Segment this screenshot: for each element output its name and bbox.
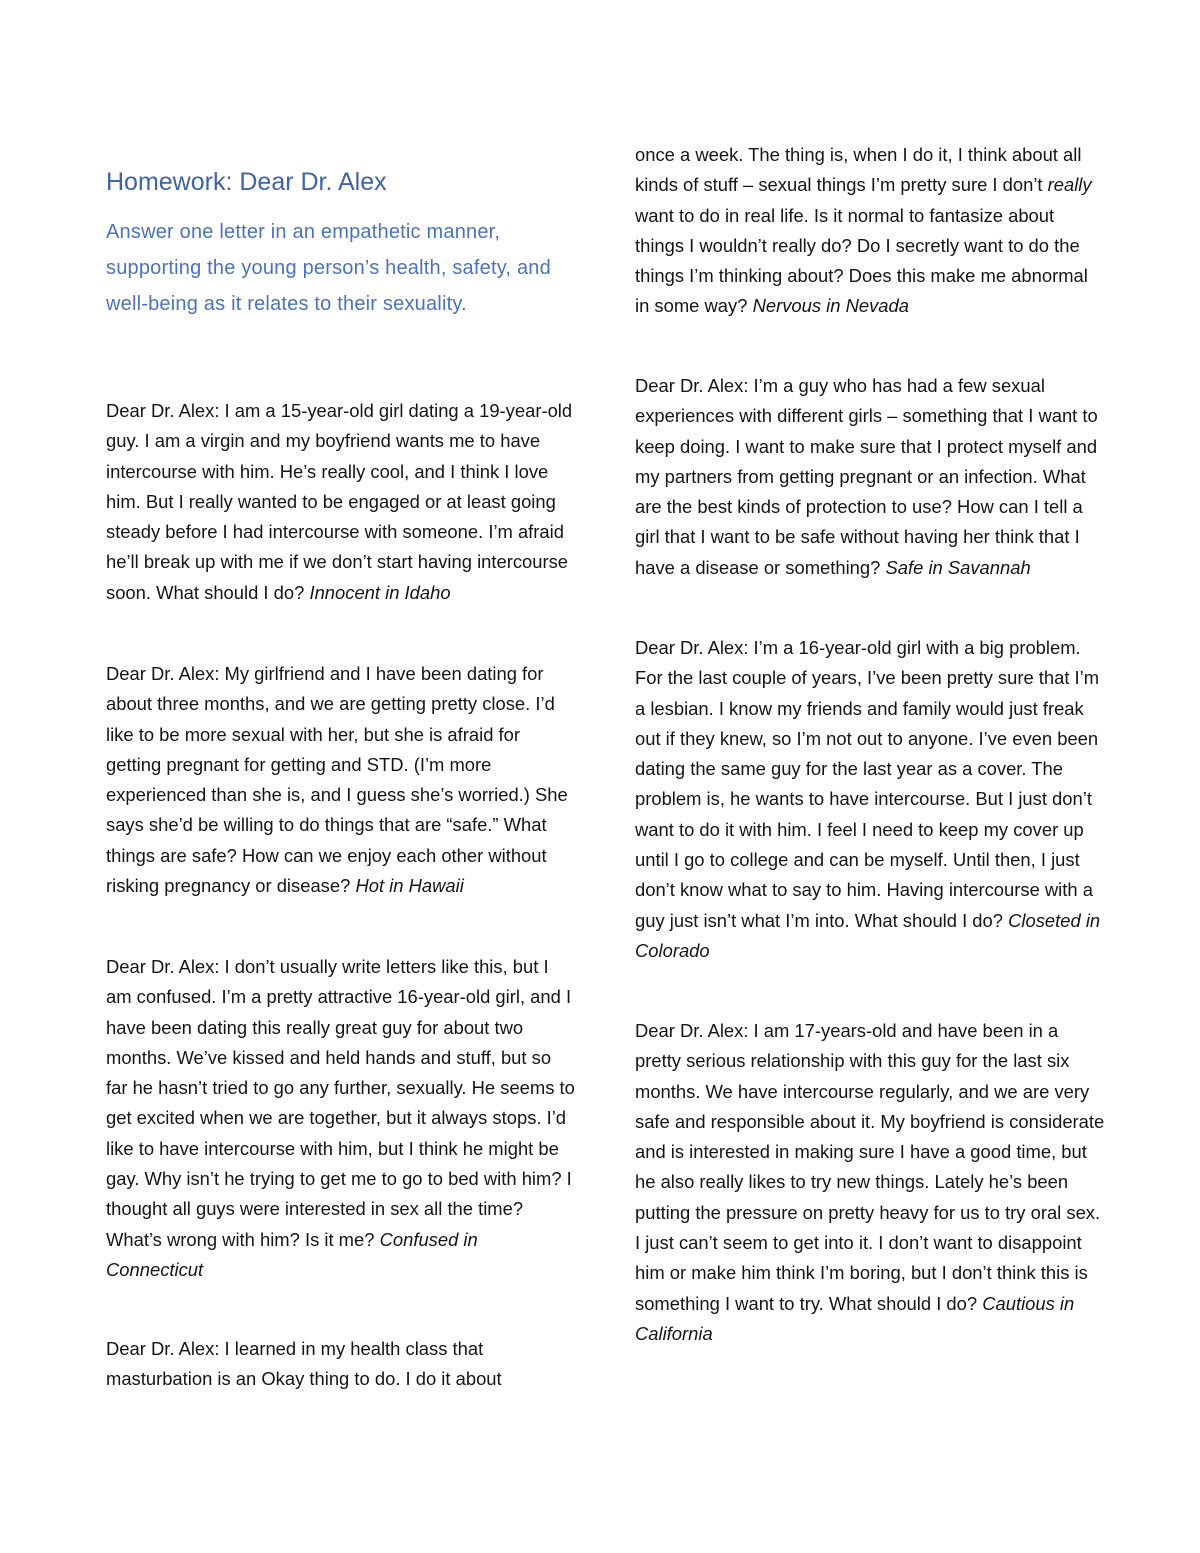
letter-signature: Closeted in Colorado xyxy=(635,909,1101,961)
letter-signature: Confused in Connecticut xyxy=(106,1228,478,1280)
letter-safe-savannah xyxy=(635,371,1105,583)
letter-closeted-colorado xyxy=(635,633,1105,966)
letter-hot-hawaii xyxy=(106,659,576,901)
letter-signature: Cautious in California xyxy=(635,1292,1075,1344)
letter-body: once a week. The thing is, when I do it, I think about all kinds of stuff – sexual things I’m pretty sure I don’t xyxy=(635,144,1082,196)
letter-body: Dear Dr. Alex: I’m a guy who has had a few sexual experiences with different girls – something that I want to keep doing. I want to make sure that I protect myself and my partners from getting pregnant or an infection. What are the best kinds of protection to use? How can I tell a girl that I want to be safe without having her think that I have a disease or something? xyxy=(635,375,1098,578)
letter-signature: Safe in Savannah xyxy=(885,556,1031,578)
letter-body: Dear Dr. Alex: I am 17-years-old and have been in a pretty serious relationship with this guy for the last six months. We have intercourse regularly, and we are very safe and responsible about it. My boyfriend is considerate and is interested in making sure I have a good time, but he also really likes to try new things. Lately he’s been putting the pressure on pretty heavy for us to try oral sex. I just can’t seem to get into it. I don’t want to disappoint him or make him think I’m boring, but I don’t think this is something I want to try. What should I do? xyxy=(635,1020,1105,1314)
letter-nervous-nevada-part2 xyxy=(635,140,1105,322)
letter-body: Dear Dr. Alex: I’m a 16-year-old girl with a big problem. For the last couple of years, I’ve been pretty sure that I’m a lesbian. I know my friends and family would just freak out if they knew, so I’m not out to anyone. I’ve even been dating the same guy for the last year as a cover. The problem is, he wants to have intercourse. But I just don’t want to do it with him. I feel I need to keep my cover up until I go to college and can be myself. Until then, I just don’t know what to say to him. Having intercourse with a guy just isn’t what I’m into. What should I do? xyxy=(635,637,1100,931)
letter-nervous-nevada-part1 xyxy=(106,1334,576,1395)
letter-confused-connecticut xyxy=(106,952,576,1285)
letter-emphasis: really xyxy=(1047,174,1092,196)
letter-cautious-california xyxy=(635,1016,1105,1349)
letter-signature: Hot in Hawaii xyxy=(355,875,464,897)
letter-body: Dear Dr. Alex: My girlfriend and I have been dating for about three months, and we are getting pretty close. I’d like to be more sexual with her, but she is afraid for getting pregnant for getting and STD. (I’m more experienced than she is, and I guess she’s worried.) She says she’d be willing to do things that are “safe.” What things are safe? How can we enjoy each other without risking pregnancy or disease? xyxy=(106,663,568,897)
letter-signature: Innocent in Idaho xyxy=(309,581,451,603)
letter-body: Dear Dr. Alex: I learned in my health class that masturbation is an Okay thing to do. I do it about xyxy=(106,1338,502,1390)
letter-body: want to do in real life. Is it normal to fantasize about things I wouldn’t really do? Do I secretly want to do the things I’m thinking about? Does this make me abnormal in some way? xyxy=(635,204,1088,317)
letter-innocent-idaho xyxy=(106,396,576,608)
letter-body: Dear Dr. Alex: I don’t usually write letters like this, but I am confused. I’m a pretty attractive 16-year-old girl, and I have been dating this really great guy for about two months. We’ve kissed and held hands and stuff, but so far he hasn’t tried to go any further, sexually. He seems to get excited when we are together, but it always stops. I’d like to have intercourse with him, but I think he might be gay. Why isn’t he trying to get me to go to bed with him? I thought all guys were interested in sex all the time? What’s wrong with him? Is it me? xyxy=(106,956,575,1250)
page-title: Homework: Dear Dr. Alex xyxy=(106,168,387,196)
letter-body: Dear Dr. Alex: I am a 15-year-old girl dating a 19-year-old guy. I am a virgin and my boyfriend wants me to have intercourse with him. He’s really cool, and I think I love him. But I really wanted to be engaged or at least going steady before I had intercourse with someone. I’m afraid he’ll break up with me if we don’t start having intercourse soon. What should I do? xyxy=(106,400,573,603)
letter-signature: Nervous in Nevada xyxy=(752,295,909,317)
page-subtitle: Answer one letter in an empathetic manner, supporting the young person’s health, safety, and well-being as it relates to their sexuality. xyxy=(106,221,551,315)
